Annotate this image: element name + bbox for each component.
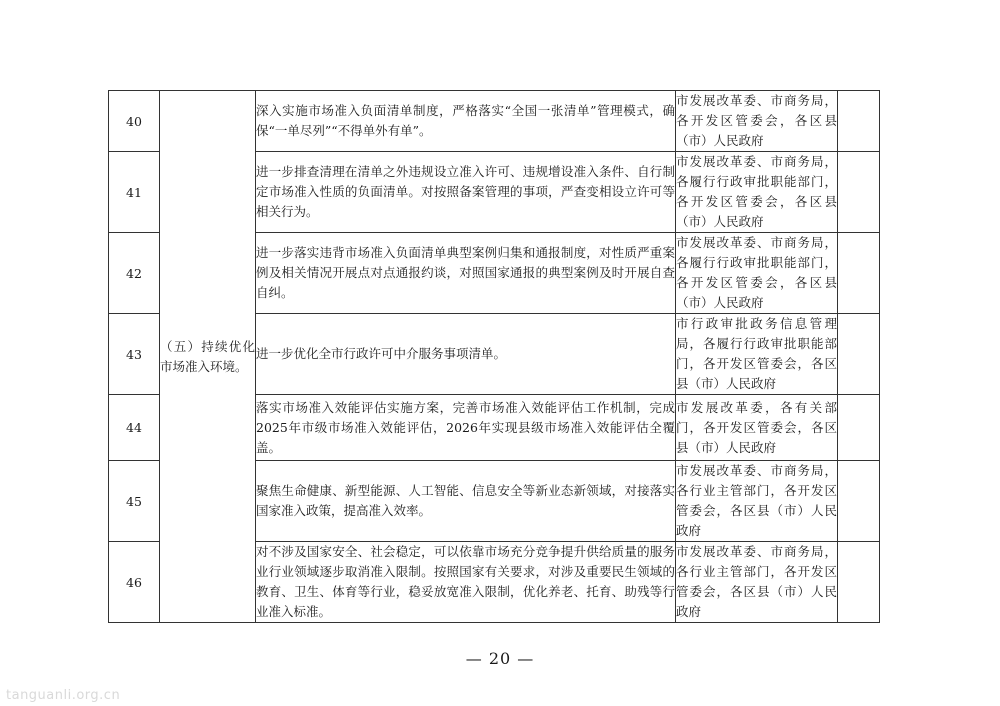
note-cell xyxy=(838,152,880,233)
responsible-dept-cell: 市发展改革委、市商务局，各开发区管委会，各区县（市）人民政府 xyxy=(676,91,838,152)
row-number: 45 xyxy=(109,461,160,542)
row-number: 41 xyxy=(109,152,160,233)
note-cell xyxy=(838,233,880,314)
policy-table xyxy=(108,90,880,623)
measure-cell: 进一步落实违背市场准入负面清单典型案例归集和通报制度，对性质严重案例及相关情况开展点对点通报约谈，对照国家通报的典型案例及时开展自查自纠。 xyxy=(256,233,676,314)
measure-cell: 落实市场准入效能评估实施方案，完善市场准入效能评估工作机制，完成2025年市级市场准入效能评估，2026年实现县级市场准入效能评估全覆盖。 xyxy=(256,395,676,461)
row-number: 44 xyxy=(109,395,160,461)
row-number: 42 xyxy=(109,233,160,314)
row-number: 40 xyxy=(109,91,160,152)
measure-cell: 聚焦生命健康、新型能源、人工智能、信息安全等新业态新领域，对接落实国家准入政策，提高准入效率。 xyxy=(256,461,676,542)
responsible-dept-cell: 市行政审批政务信息管理局，各履行行政审批职能部门，各开发区管委会，各区县（市）人民政府 xyxy=(676,314,838,395)
responsible-dept-cell: 市发展改革委、市商务局，各履行行政审批职能部门，各开发区管委会，各区县（市）人民政府 xyxy=(676,152,838,233)
measure-cell: 深入实施市场准入负面清单制度，严格落实“全国一张清单”管理模式，确保“一单尽列”“不得单外有单”。 xyxy=(256,91,676,152)
note-cell xyxy=(838,314,880,395)
page-number: — 20 — xyxy=(465,649,535,668)
row-number: 43 xyxy=(109,314,160,395)
responsible-dept-cell: 市发展改革委、市商务局，各行业主管部门，各开发区管委会，各区县（市）人民政府 xyxy=(676,461,838,542)
watermark: tanguanli.org.cn xyxy=(6,688,121,703)
measure-cell: 进一步优化全市行政许可中介服务事项清单。 xyxy=(256,314,676,395)
note-cell xyxy=(838,395,880,461)
responsible-dept-cell: 市发展改革委、市商务局，各行业主管部门，各开发区管委会，各区县（市）人民政府 xyxy=(676,542,838,623)
note-cell xyxy=(838,542,880,623)
responsible-dept-cell: 市发展改革委，各有关部门，各开发区管委会，各区县（市）人民政府 xyxy=(676,395,838,461)
measure-cell: 进一步排查清理在清单之外违规设立准入许可、违规增设准入条件、自行制定市场准入性质的负面清单。对按照备案管理的事项，严查变相设立许可等相关行为。 xyxy=(256,152,676,233)
table-row xyxy=(109,91,880,152)
note-cell xyxy=(838,461,880,542)
note-cell xyxy=(838,91,880,152)
responsible-dept-cell: 市发展改革委、市商务局，各履行行政审批职能部门，各开发区管委会，各区县（市）人民政府 xyxy=(676,233,838,314)
row-number: 46 xyxy=(109,542,160,623)
task-group-cell: （五）持续优化市场准入环境。 xyxy=(160,91,256,623)
measure-cell: 对不涉及国家安全、社会稳定，可以依靠市场充分竞争提升供给质量的服务业行业领域逐步取消准入限制。按照国家有关要求，对涉及重要民生领域的教育、卫生、体育等行业，稳妥放宽准入限制，优化养老、托育、助残等行业准入标准。 xyxy=(256,542,676,623)
